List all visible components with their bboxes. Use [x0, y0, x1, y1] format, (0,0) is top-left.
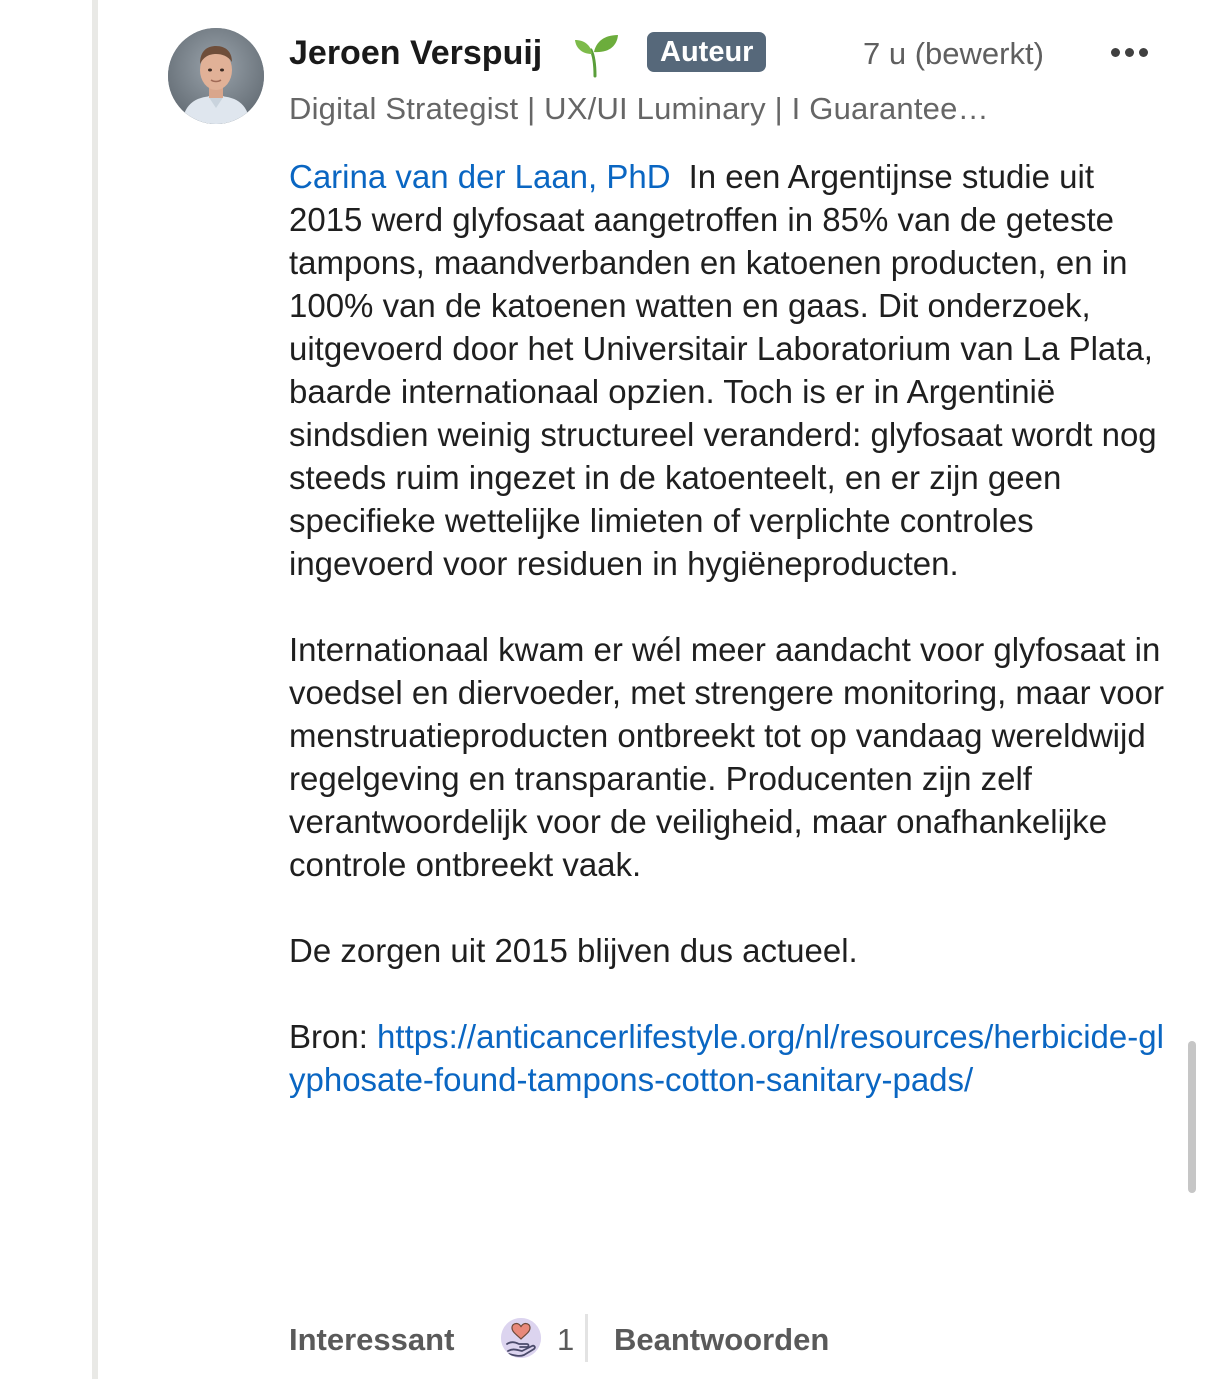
comment-source [289, 1015, 1169, 1101]
source-link[interactable]: https://anticancerlifestyle.org/nl/resources/herbicide-glyphosate-found-tampons-cotton-sanitary-pads/ [289, 1018, 1164, 1098]
comment-body [289, 155, 1169, 1144]
comment-header [289, 26, 1169, 82]
author-name[interactable]: Jeroen Verspuij [289, 34, 543, 72]
reaction-count[interactable]: 1 [557, 1322, 575, 1357]
avatar-photo [168, 28, 264, 124]
author-badge: Auteur [647, 32, 766, 72]
reply-button[interactable]: Beantwoorden [614, 1322, 830, 1357]
support-reaction-icon[interactable] [501, 1318, 541, 1358]
comment-timestamp: 7 u (bewerkt) [863, 36, 1044, 71]
comment-paragraph-1 [289, 155, 1169, 585]
more-options-button[interactable] [1104, 32, 1154, 72]
comment-actions [289, 1312, 989, 1364]
sprout-icon [573, 32, 621, 78]
paragraph-1-text: In een Argentijnse studie uit 2015 werd glyfosaat aangetroffen in 85% van de geteste tampons, maandverbanden en katoenen producten, en in 100% van de katoenen watten en gaas. Dit onderzoek, uitgevoerd door het Universitair Laboratorium van La Plata, baarde internationaal opzien. Toch is er in Argentinië sindsdien weinig structureel veranderd: glyfosaat wordt nog steeds ruim ingezet in de katoenteelt, en er zijn geen specifieke wettelijke limieten of verplichte controles ingevoerd voor residuen in hygiëneproducten. [289, 158, 1157, 582]
scrollbar-thumb[interactable] [1188, 1041, 1196, 1193]
author-avatar[interactable] [168, 28, 264, 124]
like-button[interactable]: Interessant [289, 1322, 455, 1357]
more-horizontal-icon [1111, 48, 1120, 57]
actions-divider [585, 1314, 588, 1362]
comment-paragraph-3: De zorgen uit 2015 blijven dus actueel. [289, 932, 858, 969]
author-headline: Digital Strategist | UX/UI Luminary | I Guarantee… [289, 91, 989, 126]
mention-link[interactable]: Carina van der Laan, PhD [289, 158, 671, 195]
comment-paragraph-2: Internationaal kwam er wél meer aandacht voor glyfosaat in voedsel en diervoeder, met strengere monitoring, maar voor menstruatieproducten ontbreekt tot op vandaag wereldwijd regelgeving en transparantie. Producenten zijn zelf verantwoordelijk voor de veiligheid, maar onafhankelijke controle ontbreekt vaak. [289, 631, 1164, 883]
thread-line [92, 0, 98, 1379]
source-label: Bron: [289, 1018, 368, 1055]
